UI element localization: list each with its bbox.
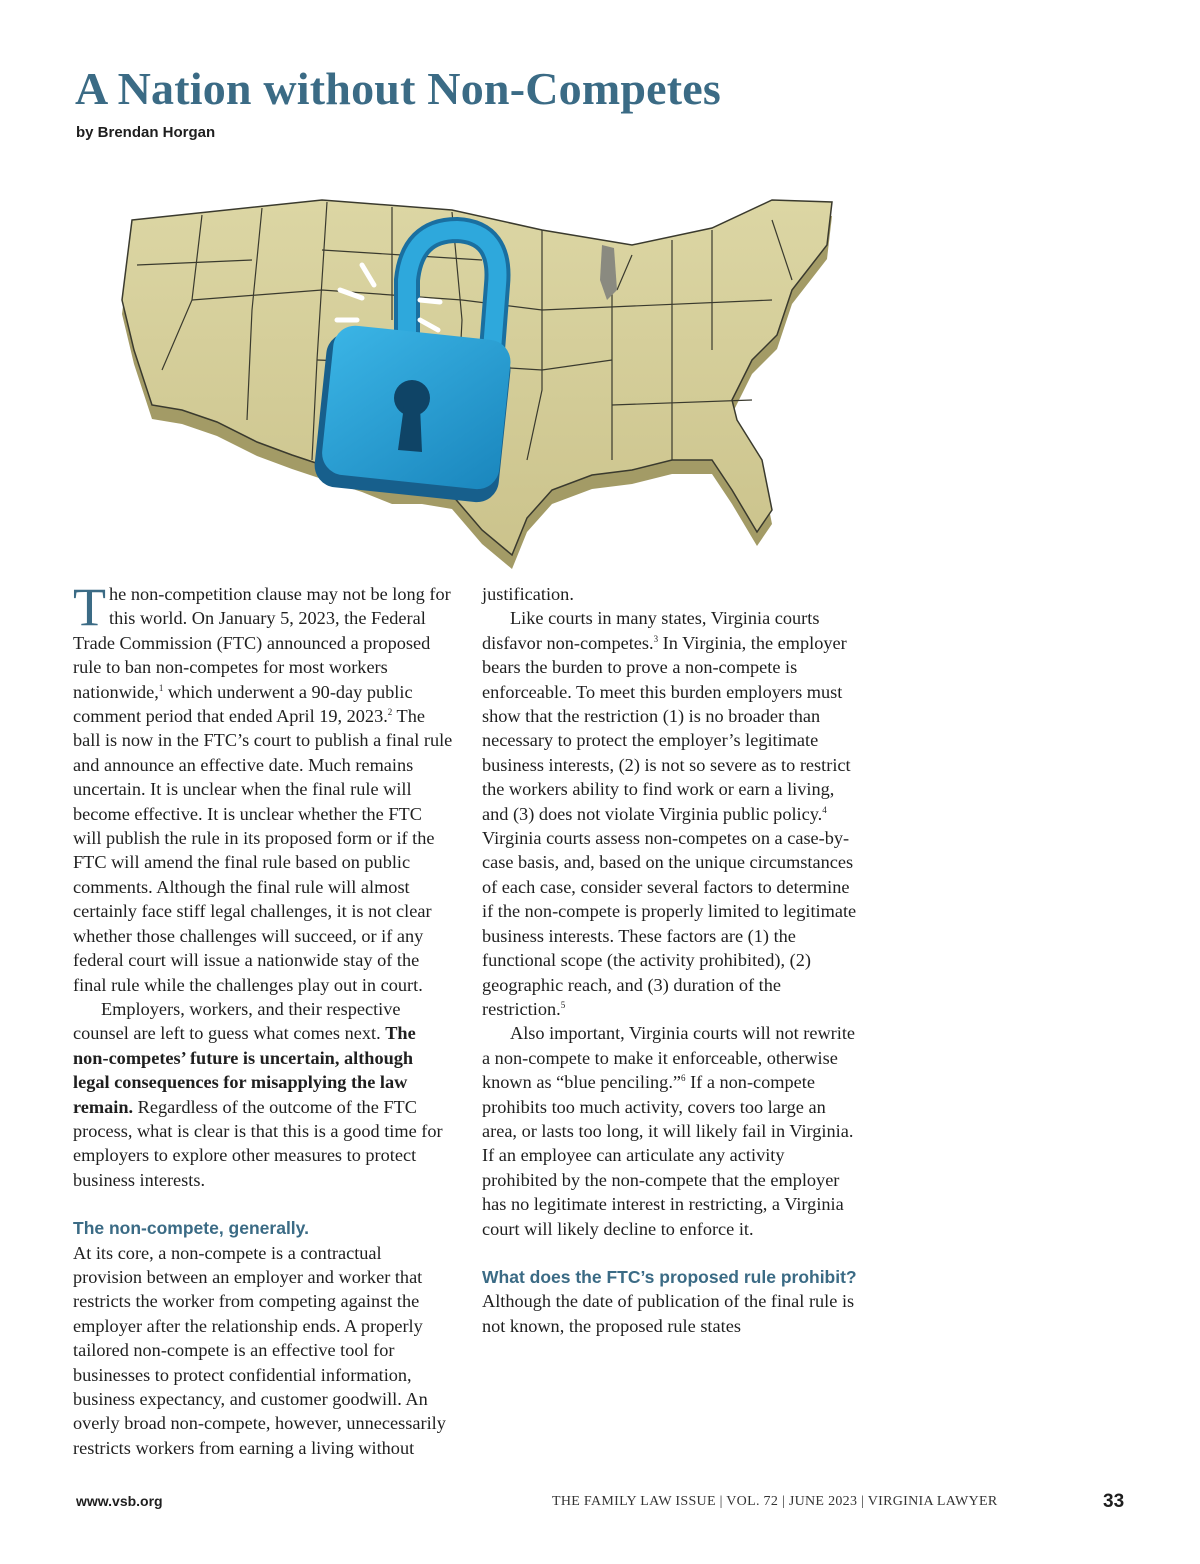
page-number: 33: [1103, 1491, 1125, 1512]
footnote-ref: 4: [822, 804, 827, 815]
us-map-with-unlocked-padlock-icon: [72, 160, 872, 572]
article-column-left: [73, 577, 453, 1460]
bold-statement: The non-competes’ future is uncertain, although legal consequences for misapplying the law remain.: [73, 1023, 416, 1117]
section-heading: The non-compete, generally.: [73, 1218, 309, 1239]
us-map-padlock-illustration: [72, 160, 872, 572]
paragraph-continued: justification.: [482, 584, 574, 604]
intro-paragraph: [73, 577, 453, 997]
article-column-right: [482, 582, 864, 1338]
paragraph: At its core, a non-compete is a contractual provision between an employer and worker that restricts the worker from competing against the employer after the relationship ends. A properly tailored non-compete is an effective tool for businesses to protect confidential information, business expectancy, and customer goodwill. An overly broad non-compete, however, unnecessarily restricts workers from earning a living without: [73, 1242, 446, 1458]
paragraph: Although the date of publication of the final rule is not known, the proposed rule states: [482, 1291, 855, 1336]
paragraph-text: The ball is now in the FTC’s court to publish a final rule and announce an effective date. Much remains uncertain. It is unclear when the final rule will become effective. It is unclear whether the FTC will publish the rule in its proposed form or if the FTC will amend the final rule based on public comments. Although the final rule will almost certainly face stiff legal challenges, it is not clear whether those challenges will succeed, or if any federal court will issue a nationwide stay of the final rule while the challenges play out in court.: [73, 706, 453, 995]
footnote-ref: 3: [653, 633, 659, 644]
footnote-ref: 6: [681, 1073, 686, 1084]
paragraph-text: If a non-compete prohibits too much activity, covers too large an area, or lasts too long, it will likely fail in Virginia. If an employee can articulate any activity prohibited by the non-compete that the employer has no legitimate interest in restricting, a Virginia court will likely decline to enforce it.: [482, 1072, 854, 1239]
paragraph-text: which underwent a 90-day public comment period that ended April 19, 2023.: [73, 681, 413, 727]
paragraph-text: Like courts in many states, Virginia courts disfavor non-competes.: [482, 608, 820, 653]
paragraph-text: he non-competition clause may not be long for this world. On January 5, 2023, the Federal Trade Commission (FTC) announced a proposed rule to ban non-competes for most workers nationwide,: [73, 584, 451, 702]
footer-website: www.vsb.org: [76, 1493, 163, 1509]
paragraph-text: In Virginia, the employer bears the burden to prove a non-compete is enforceable. To meet this burden employers must show that the restriction (1) is no broader than necessary to protect the employer’s legitimate business interests, (2) is not so severe as to restrict the workers ability to find work or earn a living, and (3) does not violate Virginia public policy.: [482, 632, 851, 824]
article-title: A Nation without Non-Competes: [75, 63, 721, 114]
paragraph-text: Also important, Virginia courts will not rewrite a non-compete to make it enforceable, otherwise known as “blue penciling.”: [482, 1023, 856, 1093]
section-heading: What does the FTC’s proposed rule prohibit?: [482, 1266, 857, 1287]
paragraph-text: Virginia courts assess non-competes on a case-by-case basis, and, based on the unique circumstances of each case, consider several factors to determine if the non-compete is properly limited to legitimate business interests. These factors are (1) the functional scope (the activity prohibited), (2) geographic reach, and (3) duration of the restriction.: [482, 828, 857, 1019]
footnote-ref: 1: [158, 682, 164, 693]
paragraph: [73, 997, 453, 1192]
drop-cap: T: [73, 577, 106, 637]
paragraph-text: Regardless of the outcome of the FTC process, what is clear is that this is a good time for employers to explore other measures to protect business interests.: [73, 1096, 443, 1190]
footnote-ref: 2: [387, 706, 393, 717]
paragraph-text: Employers, workers, and their respective counsel are left to guess what comes next.: [73, 998, 401, 1044]
footer-issue-info: THE FAMILY LAW ISSUE | VOL. 72 | JUNE 2023 | VIRGINIA LAWYER: [552, 1494, 998, 1509]
footnote-ref: 5: [560, 999, 566, 1010]
paragraph: [482, 1021, 864, 1241]
author-byline: by Brendan Horgan: [76, 124, 216, 141]
paragraph: [482, 606, 864, 1021]
